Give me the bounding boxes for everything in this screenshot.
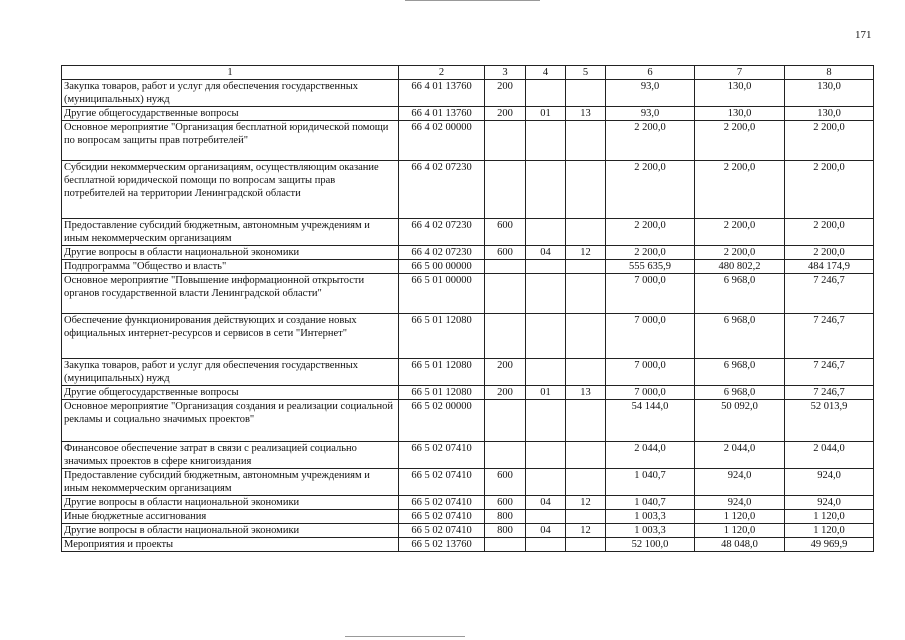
section-cell — [526, 314, 566, 359]
row-name-cell: Другие вопросы в области национальной экономики — [62, 524, 399, 538]
amount-year2-cell: 130,0 — [695, 80, 785, 107]
col-header-5: 5 — [566, 66, 606, 80]
target-code-cell: 66 4 02 00000 — [399, 121, 485, 161]
page-number: 171 — [855, 29, 872, 41]
table-row — [62, 260, 874, 274]
expense-type-cell: 200 — [485, 359, 526, 386]
expense-type-cell — [485, 538, 526, 552]
amount-year1-cell: 2 044,0 — [606, 442, 695, 469]
row-name-cell: Подпрограмма "Общество и власть" — [62, 260, 399, 274]
expense-type-cell: 800 — [485, 510, 526, 524]
amount-year3-cell: 52 013,9 — [785, 400, 874, 442]
target-code-cell: 66 4 02 07230 — [399, 246, 485, 260]
table-row — [62, 386, 874, 400]
subsection-cell — [566, 121, 606, 161]
target-code-cell: 66 5 02 07410 — [399, 496, 485, 510]
table-row — [62, 107, 874, 121]
target-code-cell: 66 5 02 07410 — [399, 442, 485, 469]
subsection-cell — [566, 260, 606, 274]
amount-year2-cell: 1 120,0 — [695, 524, 785, 538]
col-header-8: 8 — [785, 66, 874, 80]
col-header-1: 1 — [62, 66, 399, 80]
amount-year3-cell: 2 200,0 — [785, 246, 874, 260]
table-row — [62, 359, 874, 386]
col-header-7: 7 — [695, 66, 785, 80]
amount-year1-cell: 7 000,0 — [606, 359, 695, 386]
section-cell: 04 — [526, 524, 566, 538]
row-name-cell: Финансовое обеспечение затрат в связи с реализацией социально значимых проектов в сфере книгоиздания — [62, 442, 399, 469]
expense-type-cell: 600 — [485, 496, 526, 510]
amount-year3-cell: 7 246,7 — [785, 274, 874, 314]
section-cell: 01 — [526, 386, 566, 400]
amount-year2-cell: 2 200,0 — [695, 121, 785, 161]
row-name-cell: Предоставление субсидий бюджетным, автономным учреждениям и иным некоммерческим организациям — [62, 469, 399, 496]
amount-year2-cell: 6 968,0 — [695, 386, 785, 400]
subsection-cell: 12 — [566, 496, 606, 510]
expense-type-cell — [485, 260, 526, 274]
amount-year1-cell: 2 200,0 — [606, 161, 695, 219]
amount-year3-cell: 484 174,9 — [785, 260, 874, 274]
amount-year1-cell: 555 635,9 — [606, 260, 695, 274]
amount-year3-cell: 2 044,0 — [785, 442, 874, 469]
section-cell — [526, 161, 566, 219]
section-cell — [526, 442, 566, 469]
expense-type-cell — [485, 442, 526, 469]
table-row — [62, 400, 874, 442]
amount-year3-cell: 7 246,7 — [785, 359, 874, 386]
amount-year1-cell: 2 200,0 — [606, 121, 695, 161]
table-body — [62, 66, 874, 552]
target-code-cell: 66 5 02 13760 — [399, 538, 485, 552]
row-name-cell: Иные бюджетные ассигнования — [62, 510, 399, 524]
amount-year1-cell: 93,0 — [606, 80, 695, 107]
section-cell — [526, 80, 566, 107]
table-row — [62, 246, 874, 260]
expense-type-cell: 600 — [485, 246, 526, 260]
amount-year3-cell: 49 969,9 — [785, 538, 874, 552]
table-row — [62, 442, 874, 469]
row-name-cell: Основное мероприятие "Повышение информационной открытости органов государственной власти Ленинградской области" — [62, 274, 399, 314]
amount-year3-cell: 924,0 — [785, 469, 874, 496]
row-name-cell: Обеспечение функционирования действующих и создание новых официальных интернет-ресурсов и сервисов в сети "Интернет" — [62, 314, 399, 359]
section-cell — [526, 219, 566, 246]
table-row — [62, 496, 874, 510]
budget-table — [61, 65, 874, 552]
section-cell: 04 — [526, 246, 566, 260]
amount-year3-cell: 7 246,7 — [785, 386, 874, 400]
col-header-3: 3 — [485, 66, 526, 80]
table-row — [62, 219, 874, 246]
subsection-cell — [566, 538, 606, 552]
amount-year1-cell: 7 000,0 — [606, 274, 695, 314]
row-name-cell: Другие вопросы в области национальной экономики — [62, 246, 399, 260]
subsection-cell — [566, 510, 606, 524]
amount-year1-cell: 1 040,7 — [606, 469, 695, 496]
expense-type-cell: 600 — [485, 469, 526, 496]
amount-year2-cell: 50 092,0 — [695, 400, 785, 442]
subsection-cell — [566, 80, 606, 107]
target-code-cell: 66 5 01 12080 — [399, 386, 485, 400]
section-cell — [526, 359, 566, 386]
amount-year3-cell: 2 200,0 — [785, 161, 874, 219]
amount-year2-cell: 2 200,0 — [695, 246, 785, 260]
row-name-cell: Основное мероприятие "Организация бесплатной юридической помощи по вопросам защиты прав потребителей" — [62, 121, 399, 161]
row-name-cell: Субсидии некоммерческим организациям, осуществляющим оказание бесплатной юридической помощи по вопросам защиты прав потребителей на территории Ленинградской области — [62, 161, 399, 219]
row-name-cell: Мероприятия и проекты — [62, 538, 399, 552]
target-code-cell: 66 4 01 13760 — [399, 80, 485, 107]
subsection-cell — [566, 469, 606, 496]
table-row — [62, 524, 874, 538]
target-code-cell: 66 4 02 07230 — [399, 161, 485, 219]
top-edge-rule — [405, 0, 540, 3]
section-cell — [526, 469, 566, 496]
col-header-6: 6 — [606, 66, 695, 80]
amount-year1-cell: 93,0 — [606, 107, 695, 121]
table-row — [62, 314, 874, 359]
table-row — [62, 121, 874, 161]
expense-type-cell: 200 — [485, 386, 526, 400]
section-cell: 01 — [526, 107, 566, 121]
expense-type-cell — [485, 161, 526, 219]
amount-year2-cell: 2 200,0 — [695, 219, 785, 246]
subsection-cell — [566, 161, 606, 219]
amount-year1-cell: 2 200,0 — [606, 246, 695, 260]
table-row — [62, 80, 874, 107]
subsection-cell: 13 — [566, 107, 606, 121]
expense-type-cell: 200 — [485, 107, 526, 121]
expense-type-cell — [485, 400, 526, 442]
section-cell — [526, 121, 566, 161]
target-code-cell: 66 5 01 12080 — [399, 359, 485, 386]
amount-year2-cell: 1 120,0 — [695, 510, 785, 524]
section-cell — [526, 400, 566, 442]
amount-year1-cell: 1 040,7 — [606, 496, 695, 510]
row-name-cell: Закупка товаров, работ и услуг для обеспечения государственных (муниципальных) нужд — [62, 359, 399, 386]
section-cell — [526, 260, 566, 274]
row-name-cell: Основное мероприятие "Организация создания и реализации социальной рекламы и социально значимых проектов" — [62, 400, 399, 442]
target-code-cell: 66 4 01 13760 — [399, 107, 485, 121]
amount-year1-cell: 1 003,3 — [606, 510, 695, 524]
target-code-cell: 66 5 02 07410 — [399, 469, 485, 496]
amount-year2-cell: 6 968,0 — [695, 314, 785, 359]
amount-year3-cell: 924,0 — [785, 496, 874, 510]
amount-year2-cell: 924,0 — [695, 496, 785, 510]
target-code-cell: 66 5 00 00000 — [399, 260, 485, 274]
subsection-cell — [566, 359, 606, 386]
section-cell — [526, 274, 566, 314]
amount-year1-cell: 7 000,0 — [606, 314, 695, 359]
row-name-cell: Другие общегосударственные вопросы — [62, 107, 399, 121]
expense-type-cell — [485, 121, 526, 161]
row-name-cell: Предоставление субсидий бюджетным, автономным учреждениям и иным некоммерческим организациям — [62, 219, 399, 246]
subsection-cell — [566, 442, 606, 469]
expense-type-cell: 200 — [485, 80, 526, 107]
table-row — [62, 161, 874, 219]
amount-year2-cell: 6 968,0 — [695, 274, 785, 314]
amount-year1-cell: 1 003,3 — [606, 524, 695, 538]
amount-year2-cell: 6 968,0 — [695, 359, 785, 386]
bottom-edge-rule — [345, 636, 465, 638]
amount-year3-cell: 1 120,0 — [785, 510, 874, 524]
table-row — [62, 469, 874, 496]
expense-type-cell — [485, 274, 526, 314]
section-cell — [526, 538, 566, 552]
expense-type-cell: 600 — [485, 219, 526, 246]
amount-year2-cell: 130,0 — [695, 107, 785, 121]
subsection-cell — [566, 314, 606, 359]
amount-year1-cell: 54 144,0 — [606, 400, 695, 442]
table-row — [62, 510, 874, 524]
col-header-4: 4 — [526, 66, 566, 80]
col-header-2: 2 — [399, 66, 485, 80]
expense-type-cell — [485, 314, 526, 359]
section-cell: 04 — [526, 496, 566, 510]
amount-year3-cell: 130,0 — [785, 107, 874, 121]
amount-year2-cell: 924,0 — [695, 469, 785, 496]
subsection-cell: 12 — [566, 246, 606, 260]
amount-year1-cell: 52 100,0 — [606, 538, 695, 552]
section-cell — [526, 510, 566, 524]
amount-year3-cell: 2 200,0 — [785, 121, 874, 161]
subsection-cell — [566, 274, 606, 314]
subsection-cell — [566, 219, 606, 246]
amount-year3-cell: 7 246,7 — [785, 314, 874, 359]
amount-year1-cell: 7 000,0 — [606, 386, 695, 400]
amount-year2-cell: 48 048,0 — [695, 538, 785, 552]
amount-year2-cell: 2 044,0 — [695, 442, 785, 469]
row-name-cell: Другие вопросы в области национальной экономики — [62, 496, 399, 510]
target-code-cell: 66 5 01 00000 — [399, 274, 485, 314]
table-row — [62, 274, 874, 314]
amount-year3-cell: 2 200,0 — [785, 219, 874, 246]
expense-type-cell: 800 — [485, 524, 526, 538]
target-code-cell: 66 5 02 07410 — [399, 510, 485, 524]
target-code-cell: 66 5 01 12080 — [399, 314, 485, 359]
amount-year2-cell: 2 200,0 — [695, 161, 785, 219]
amount-year2-cell: 480 802,2 — [695, 260, 785, 274]
amount-year3-cell: 1 120,0 — [785, 524, 874, 538]
target-code-cell: 66 4 02 07230 — [399, 219, 485, 246]
row-name-cell: Закупка товаров, работ и услуг для обеспечения государственных (муниципальных) нужд — [62, 80, 399, 107]
subsection-cell: 13 — [566, 386, 606, 400]
amount-year3-cell: 130,0 — [785, 80, 874, 107]
column-number-row — [62, 66, 874, 80]
subsection-cell — [566, 400, 606, 442]
target-code-cell: 66 5 02 07410 — [399, 524, 485, 538]
row-name-cell: Другие общегосударственные вопросы — [62, 386, 399, 400]
amount-year1-cell: 2 200,0 — [606, 219, 695, 246]
subsection-cell: 12 — [566, 524, 606, 538]
target-code-cell: 66 5 02 00000 — [399, 400, 485, 442]
table-row — [62, 538, 874, 552]
